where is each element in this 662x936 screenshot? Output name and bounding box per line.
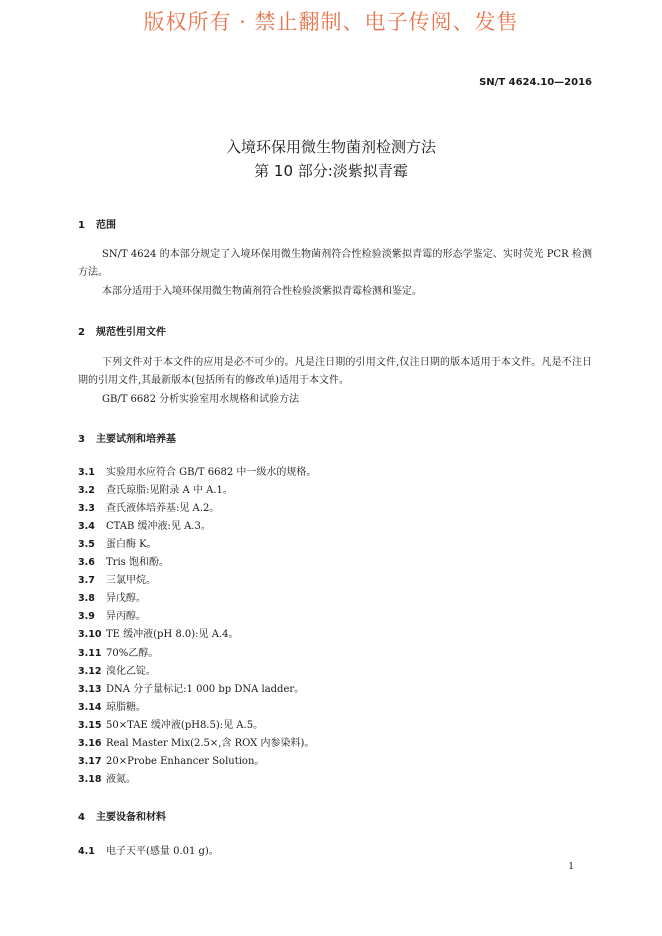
list-item xyxy=(78,680,304,695)
section-title: 主要试剂和培养基 xyxy=(96,434,176,445)
section-heading-normative-references xyxy=(78,323,166,338)
paragraph: 本部分适用于入境环保用微生物菌剂符合性检验淡紫拟青霉检测和鉴定。 xyxy=(102,286,422,297)
item-number: 3.18 xyxy=(78,774,102,785)
section-number: 1 xyxy=(78,220,85,231)
item-number: 3.9 xyxy=(78,611,95,622)
item-number: 3.13 xyxy=(78,684,102,695)
item-number: 3.17 xyxy=(78,756,102,767)
item-text: 异丙醇。 xyxy=(106,611,146,622)
item-text: 实验用水应符合 GB/T 6682 中一级水的规格。 xyxy=(106,467,317,478)
list-item xyxy=(78,770,136,785)
list-item xyxy=(78,662,156,677)
item-text: 70%乙醇。 xyxy=(106,648,159,659)
item-text: CTAB 缓冲液:见 A.3。 xyxy=(106,521,211,532)
item-number: 3.14 xyxy=(78,702,102,713)
item-text: 电子天平(感量 0.01 g)。 xyxy=(106,846,219,857)
section-heading-equipment xyxy=(78,808,166,823)
copyright-banner: 版权所有 · 禁止翻制、电子传阅、发售 xyxy=(143,10,519,34)
page-number: 1 xyxy=(568,862,574,872)
item-number: 3.12 xyxy=(78,666,102,677)
item-text: 蛋白酶 K。 xyxy=(106,539,157,550)
item-number: 3.11 xyxy=(78,648,102,659)
standard-code: SN/T 4624.10—2016 xyxy=(479,77,592,88)
list-item xyxy=(78,535,157,550)
list-item xyxy=(78,571,156,586)
section-title: 范围 xyxy=(96,220,116,231)
item-text: 20×Probe Enhancer Solution。 xyxy=(106,756,265,767)
document-title: 入境环保用微生物菌剂检测方法 xyxy=(225,138,436,156)
item-number: 3.15 xyxy=(78,720,102,731)
list-item xyxy=(78,517,211,532)
item-text: Real Master Mix(2.5×,含 ROX 内参染料)。 xyxy=(106,738,315,749)
item-text: 溴化乙锭。 xyxy=(106,666,156,677)
item-text: 异戊醇。 xyxy=(106,593,146,604)
item-text: DNA 分子量标记:1 000 bp DNA ladder。 xyxy=(106,684,305,695)
item-number: 3.1 xyxy=(78,467,95,478)
section-number: 2 xyxy=(78,327,85,338)
item-text: 三氯甲烷。 xyxy=(106,575,156,586)
list-item xyxy=(78,698,146,713)
item-text: 查氏琼脂:见附录 A 中 A.1。 xyxy=(106,485,233,496)
item-number: 3.8 xyxy=(78,593,95,604)
item-text: Tris 饱和酚。 xyxy=(106,557,169,568)
list-item xyxy=(78,625,238,640)
list-item xyxy=(78,734,314,749)
item-number: 3.2 xyxy=(78,485,95,496)
item-text: TE 缓冲液(pH 8.0):见 A.4。 xyxy=(106,629,239,640)
item-text: 琼脂糖。 xyxy=(106,702,146,713)
item-number: 3.6 xyxy=(78,557,95,568)
document-subtitle: 第 10 部分:淡紫拟青霉 xyxy=(254,162,408,180)
list-item xyxy=(78,644,158,659)
list-item xyxy=(78,842,219,857)
list-item xyxy=(78,553,169,568)
paragraph: SN/T 4624 的本部分规定了入境环保用微生物菌剂符合性检验淡紫拟青霉的形态学鉴定、实时荧光 PCR 检测方法。 xyxy=(78,249,592,278)
list-item xyxy=(78,589,146,604)
item-number: 3.3 xyxy=(78,503,95,514)
section-title: 规范性引用文件 xyxy=(96,327,166,338)
list-item xyxy=(78,481,233,496)
reference-entry: GB/T 6682 分析实验室用水规格和试验方法 xyxy=(102,394,300,405)
item-number: 3.10 xyxy=(78,629,102,640)
section-number: 3 xyxy=(78,434,85,445)
item-text: 液氮。 xyxy=(106,774,136,785)
item-number: 3.16 xyxy=(78,738,102,749)
item-number: 3.5 xyxy=(78,539,95,550)
section-title: 主要设备和材料 xyxy=(96,812,166,823)
list-item xyxy=(78,607,146,622)
section-heading-scope xyxy=(78,216,116,231)
item-text: 查氏液体培养基:见 A.2。 xyxy=(106,503,220,514)
list-item xyxy=(78,463,316,478)
list-item xyxy=(78,499,219,514)
item-number: 4.1 xyxy=(78,846,95,857)
list-item xyxy=(78,752,264,767)
item-number: 3.7 xyxy=(78,575,95,586)
item-text: 50×TAE 缓冲液(pH8.5):见 A.5。 xyxy=(106,720,264,731)
list-item xyxy=(78,716,263,731)
section-number: 4 xyxy=(78,812,85,823)
item-number: 3.4 xyxy=(78,521,95,532)
section-heading-reagents xyxy=(78,430,176,445)
paragraph: 下列文件对于本文件的应用是必不可少的。凡是注日期的引用文件,仅注日期的版本适用于本文件。凡是不注日期的引用文件,其最新版本(包括所有的修改单)适用于本文件。 xyxy=(78,357,592,386)
